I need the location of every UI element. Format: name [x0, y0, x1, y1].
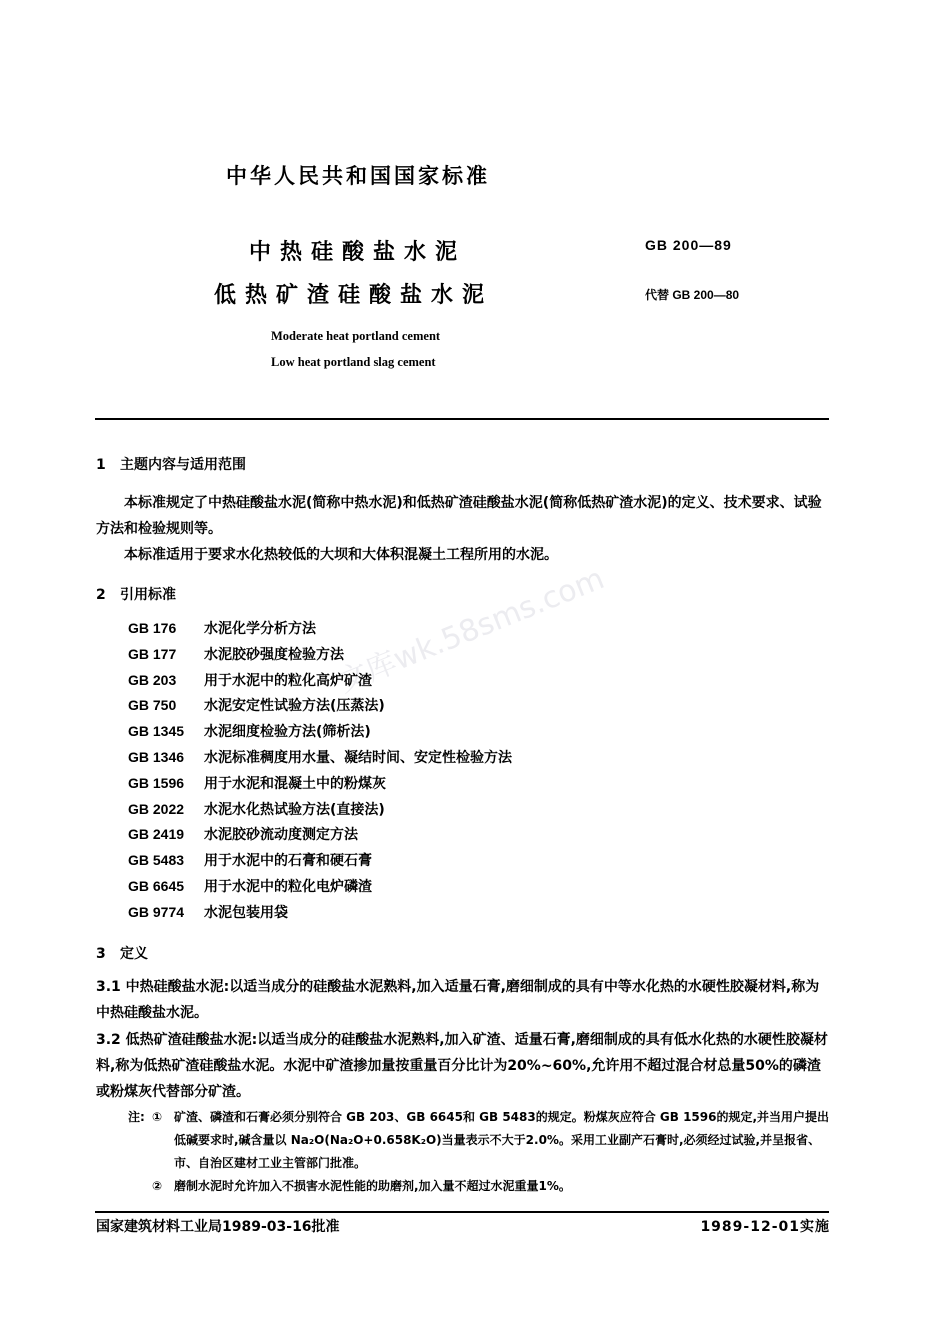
title-line-1: 中热硅酸盐水泥 [249, 240, 467, 265]
english-title-2: Low heat portland slag cement [271, 355, 436, 369]
note-1 [128, 1106, 830, 1175]
reference-code: GB 5483 [128, 852, 185, 869]
reference-code: GB 1596 [128, 774, 185, 791]
reference-title: 水泥胶砂流动度测定方法 [204, 827, 358, 844]
note-text: 磨制水泥时允许加入不损害水泥性能的助磨剂,加入量不超过水泥重量1%。 [174, 1179, 571, 1193]
definition-3-2: 3.2 低热矿渣硅酸盐水泥:以适当成分的硅酸盐水泥熟料,加入矿渣、适量石膏,磨细制成的具有低水化热的水硬性胶凝材料,称为低热矿渣硅酸盐水泥。水泥中矿渣掺加量按重量百分比计为20%~60%,允许用不超过混合材总量50%的磷渣或粉煤灰代替部分矿渣。 [96, 1032, 828, 1100]
section-1-paragraph-1: 本标准规定了中热硅酸盐水泥(简称中热水泥)和低热矿渣硅酸盐水泥(简称低热矿渣水泥)的定义、技术要求、试验方法和检验规则等。 [96, 495, 822, 537]
reference-item [128, 618, 512, 644]
section-number: 2 [96, 587, 106, 603]
reference-code: GB 176 [128, 620, 177, 636]
reference-code: GB 177 [128, 645, 177, 662]
section-number: 1 [96, 457, 106, 473]
reference-item [128, 799, 512, 825]
reference-title: 用于水泥中的粒化高炉矿渣 [204, 672, 372, 689]
note-label [128, 1106, 174, 1129]
reference-code: GB 750 [128, 697, 177, 714]
reference-code: GB 2419 [128, 826, 185, 843]
reference-code: GB 1346 [128, 748, 185, 765]
reference-title: 用于水泥中的石膏和硬石膏 [204, 853, 372, 870]
watermark: 文库wk.58sms.com [332, 561, 610, 700]
section-title: 引用标准 [120, 587, 176, 603]
reference-item [128, 773, 512, 799]
footer-divider [95, 1211, 829, 1213]
note-2 [128, 1175, 830, 1198]
reference-title: 用于水泥中的粒化电炉磷渣 [204, 878, 372, 895]
reference-title: 用于水泥和混凝土中的粉煤灰 [204, 775, 386, 792]
reference-title: 水泥细度检验方法(筛析法) [204, 724, 371, 741]
reference-item [128, 644, 512, 670]
reference-item [128, 695, 512, 721]
reference-list [128, 618, 512, 928]
reference-title: 水泥包装用袋 [204, 904, 288, 921]
reference-item [128, 876, 512, 902]
reference-item [128, 670, 512, 696]
section-1-paragraph-2: 本标准适用于要求水化热较低的大坝和大体积混凝土工程所用的水泥。 [124, 547, 558, 563]
section-2-heading [96, 584, 176, 604]
reference-item [128, 850, 512, 876]
section-1-heading [96, 454, 246, 474]
reference-code: GB 9774 [128, 903, 185, 920]
reference-code: GB 6645 [128, 877, 185, 894]
replaces-code: 代替 GB 200—80 [645, 288, 740, 302]
notes-block [128, 1106, 830, 1198]
english-title-1: Moderate heat portland cement [271, 329, 441, 343]
national-standard-label: 中华人民共和国国家标准 [226, 164, 490, 188]
reference-code: GB 2022 [128, 800, 185, 817]
section-title: 定义 [120, 946, 148, 962]
effective-date: 1989-12-01实施 [700, 1219, 830, 1235]
approval-date: 国家建筑材料工业局1989-03-16批准 [96, 1219, 340, 1235]
reference-title: 水泥标准稠度用水量、凝结时间、安定性检验方法 [204, 749, 512, 766]
reference-item [128, 721, 512, 747]
reference-item [128, 824, 512, 850]
reference-title: 水泥化学分析方法 [204, 621, 316, 637]
note-mark: ① [152, 1110, 163, 1124]
standard-code: GB 200—89 [645, 237, 732, 253]
reference-item [128, 902, 512, 928]
reference-code: GB 1345 [128, 723, 185, 740]
definition-3-1: 3.1 中热硅酸盐水泥:以适当成分的硅酸盐水泥熟料,加入适量石膏,磨细制成的具有中等水化热的水硬性胶凝材料,称为中热硅酸盐水泥。 [96, 979, 820, 1021]
note-text: 矿渣、磷渣和石膏必须分别符合 GB 203、GB 6645和 GB 5483的规定。粉煤灰应符合 GB 1596的规定,并当用户提出低碱要求时,碱含量以 Na₂O(Na₂O+0.658K₂O)当量表示不大于2.0%。采用工业副产石膏时,必须经过试验,并呈报省、市、自治区建材工业主管部门批准。 [174, 1110, 830, 1170]
header-divider [95, 418, 829, 420]
reference-title: 水泥安定性试验方法(压蒸法) [204, 698, 385, 715]
section-3-heading [96, 943, 148, 963]
title-line-2: 低热矿渣硅酸盐水泥 [214, 283, 494, 308]
section-number: 3 [96, 946, 106, 962]
note-mark: ② [152, 1179, 163, 1193]
reference-title: 水泥胶砂强度检验方法 [204, 646, 344, 663]
reference-code: GB 203 [128, 671, 177, 688]
reference-title: 水泥水化热试验方法(直接法) [204, 801, 385, 818]
section-title: 主题内容与适用范围 [120, 457, 246, 473]
note-prefix: 注: [128, 1110, 145, 1124]
reference-item [128, 747, 512, 773]
